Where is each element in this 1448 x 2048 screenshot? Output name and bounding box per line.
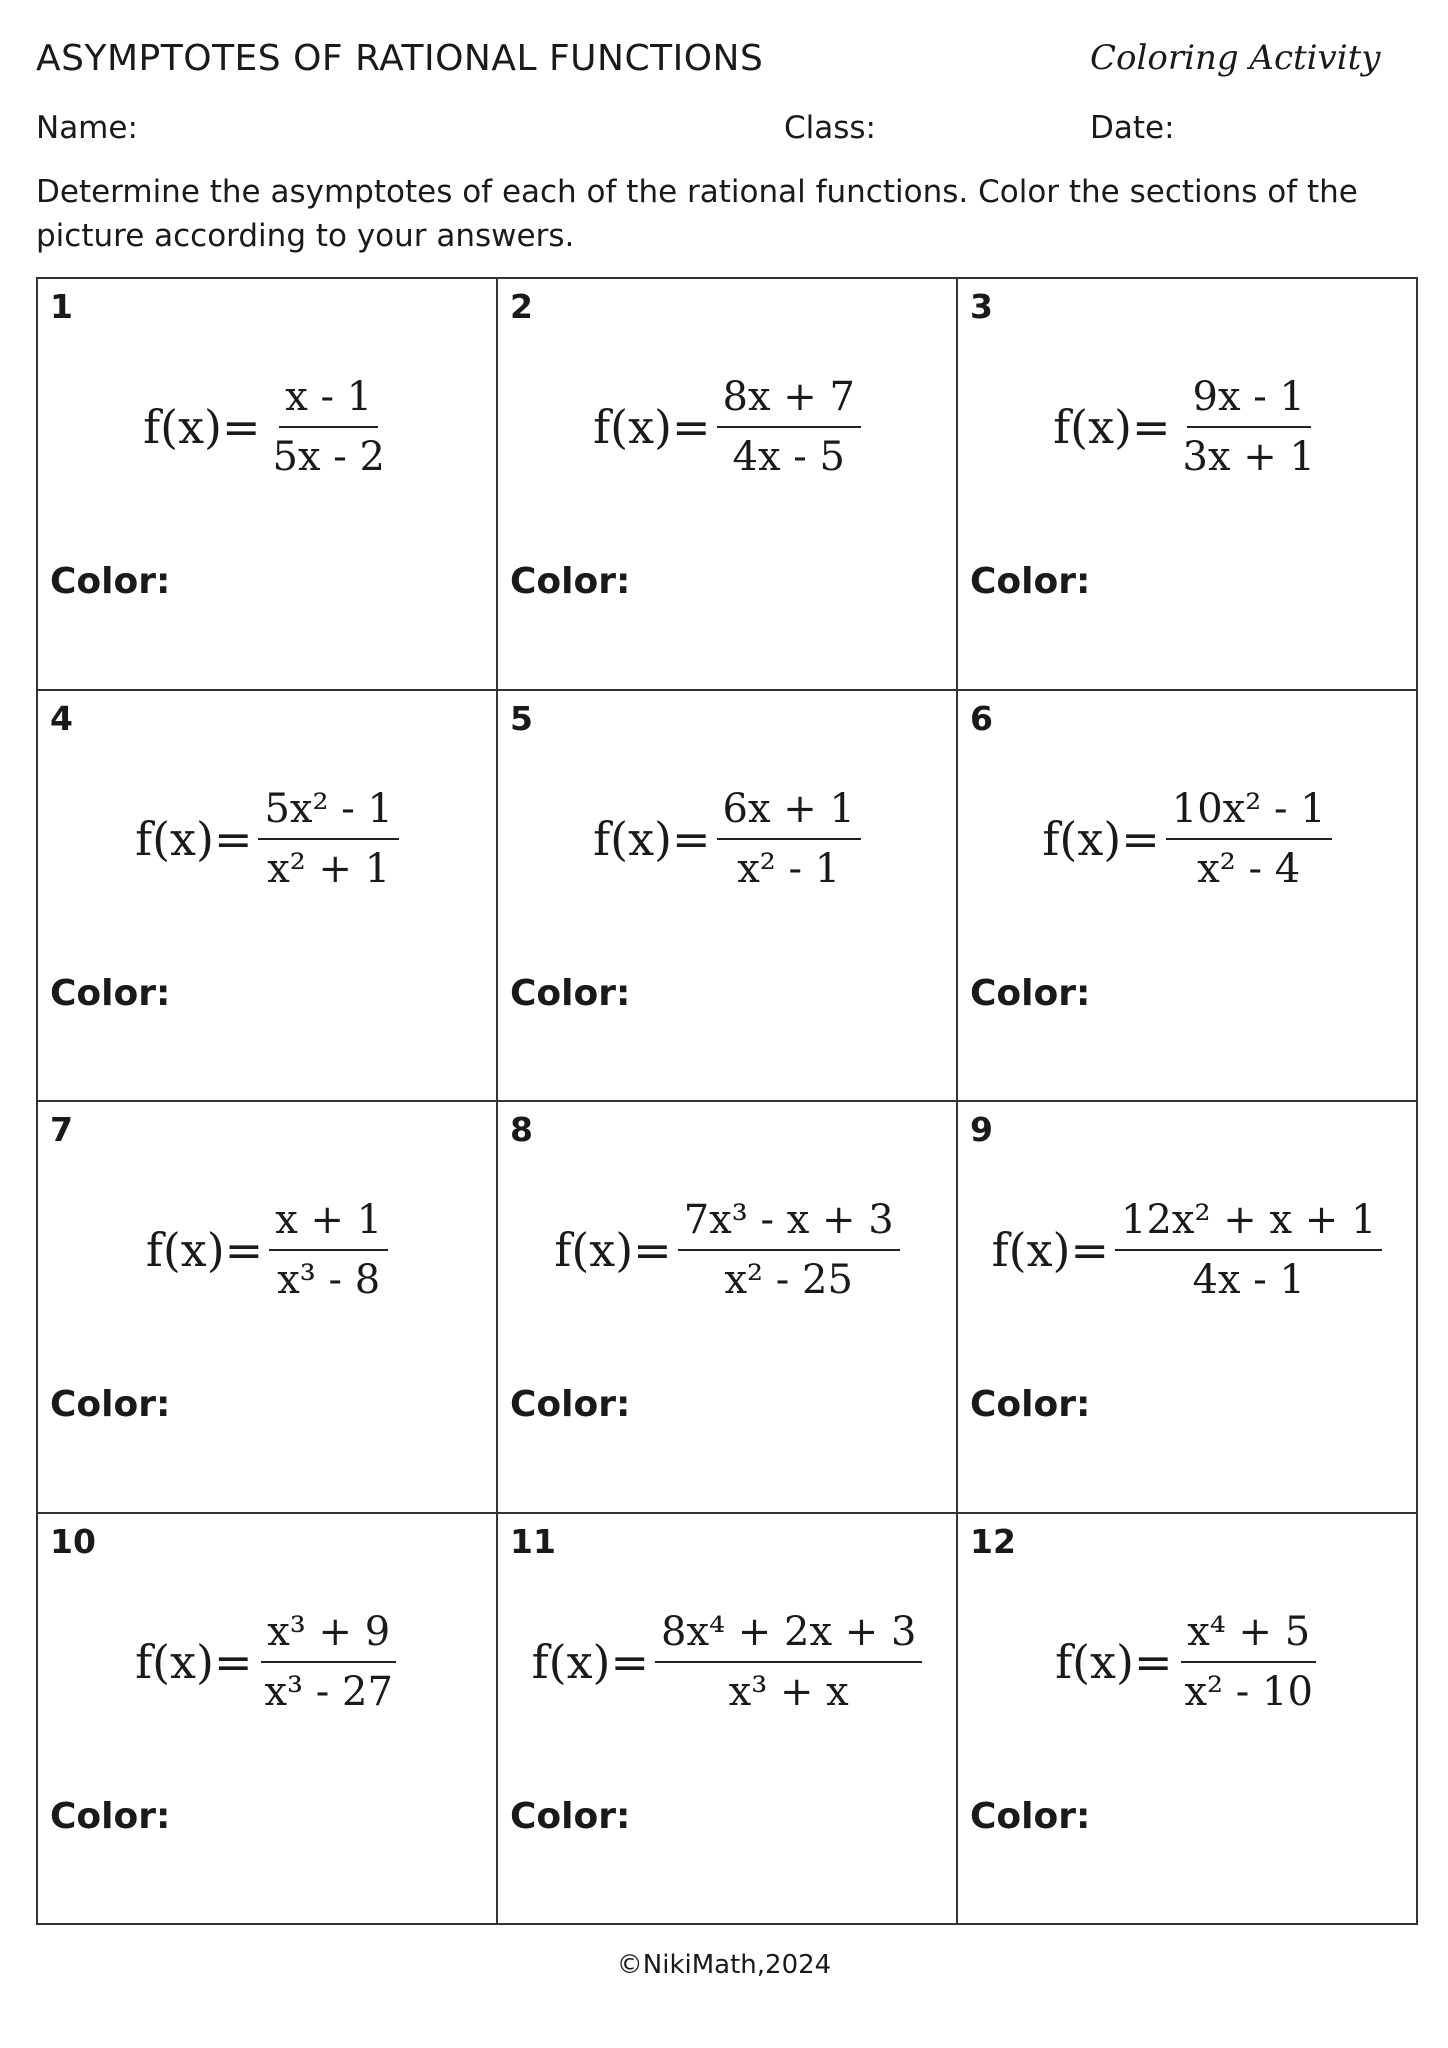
rational-function <box>958 1197 1416 1303</box>
color-answer-label: Color: <box>510 561 631 602</box>
rational-function <box>38 1609 496 1715</box>
fraction <box>717 786 861 892</box>
problem-cell <box>958 279 1418 691</box>
problem-cell <box>38 1514 498 1926</box>
fraction <box>1178 1609 1318 1715</box>
numerator: 8x + 7 <box>717 374 861 428</box>
rational-function <box>958 374 1416 480</box>
numerator: x + 1 <box>269 1197 388 1251</box>
problem-number: 1 <box>50 287 73 326</box>
denominator: 4x - 1 <box>1192 1257 1305 1303</box>
color-answer-label: Color: <box>50 561 171 602</box>
color-answer-label: Color: <box>970 972 1091 1014</box>
rational-function <box>498 786 956 892</box>
numerator: 6x + 1 <box>717 786 861 840</box>
color-answer-label: Color: <box>510 1384 631 1425</box>
function-lhs: f(x)= <box>135 811 253 866</box>
problem-cell <box>958 691 1418 1103</box>
color-answer-label: Color: <box>970 561 1091 602</box>
problem-number: 10 <box>50 1521 96 1561</box>
function-lhs: f(x)= <box>531 1634 649 1689</box>
fraction <box>1177 374 1321 480</box>
problem-number: 3 <box>970 287 993 326</box>
fraction <box>1166 786 1332 892</box>
problem-number: 11 <box>510 1521 556 1561</box>
numerator: 7x³ - x + 3 <box>678 1197 900 1251</box>
denominator: 3x + 1 <box>1182 434 1315 480</box>
activity-subtitle: Coloring Activity <box>1090 38 1381 78</box>
problem-cell <box>498 279 958 691</box>
numerator: 9x - 1 <box>1187 374 1311 428</box>
numerator: 5x² - 1 <box>258 786 398 840</box>
function-lhs: f(x)= <box>1053 400 1171 454</box>
denominator: x² - 25 <box>724 1257 853 1303</box>
problem-number: 4 <box>50 698 73 738</box>
rational-function <box>38 786 496 892</box>
function-lhs: f(x)= <box>554 1223 672 1277</box>
numerator: x³ + 9 <box>261 1609 396 1663</box>
fraction <box>267 374 391 480</box>
function-lhs: f(x)= <box>145 1223 264 1277</box>
problem-number: 8 <box>510 1110 533 1149</box>
problem-cell <box>498 1102 958 1514</box>
denominator: 4x - 5 <box>732 434 845 480</box>
problem-cell <box>38 691 498 1103</box>
color-answer-label: Color: <box>50 1384 171 1425</box>
fraction <box>678 1197 900 1303</box>
fraction <box>258 1609 398 1715</box>
problem-number: 2 <box>510 287 533 326</box>
rational-function <box>958 786 1416 892</box>
name-label: Name: <box>36 110 138 146</box>
numerator: 12x² + x + 1 <box>1115 1197 1382 1251</box>
function-lhs: f(x)= <box>593 811 711 866</box>
problem-grid <box>36 277 1418 1925</box>
fraction <box>717 374 861 480</box>
function-lhs: f(x)= <box>593 400 711 454</box>
problem-cell <box>498 691 958 1103</box>
function-lhs: f(x)= <box>1042 811 1160 866</box>
function-lhs: f(x)= <box>135 1634 253 1689</box>
numerator: 8x⁴ + 2x + 3 <box>655 1609 922 1663</box>
numerator: x - 1 <box>279 374 378 428</box>
denominator: x³ - 27 <box>264 1668 393 1715</box>
color-answer-label: Color: <box>510 972 631 1014</box>
color-answer-label: Color: <box>50 972 171 1014</box>
rational-function <box>498 374 956 480</box>
color-answer-label: Color: <box>50 1795 171 1837</box>
problem-cell <box>38 1102 498 1514</box>
copyright-footer: ©NikiMath,2024 <box>616 1950 832 1980</box>
fraction <box>1115 1197 1382 1303</box>
function-lhs: f(x)= <box>143 400 261 454</box>
problem-number: 7 <box>50 1110 73 1149</box>
rational-function <box>498 1197 956 1303</box>
denominator: x² + 1 <box>267 845 391 892</box>
function-lhs: f(x)= <box>991 1223 1109 1277</box>
class-label: Class: <box>784 110 877 146</box>
color-answer-label: Color: <box>510 1795 631 1837</box>
denominator: x² - 10 <box>1184 1668 1313 1715</box>
rational-function <box>498 1609 956 1715</box>
problem-number: 12 <box>970 1521 1016 1561</box>
problem-number: 5 <box>510 698 533 738</box>
date-label: Date: <box>1090 110 1175 146</box>
denominator: x² - 1 <box>737 845 841 892</box>
instructions: Determine the asymptotes of each of the rational functions. Color the sections of the picture according to your answers. <box>36 174 1358 254</box>
problem-cell <box>958 1102 1418 1514</box>
problem-number: 9 <box>970 1110 993 1149</box>
color-answer-label: Color: <box>970 1795 1091 1837</box>
denominator: x² - 4 <box>1197 845 1301 892</box>
problem-cell <box>38 279 498 691</box>
rational-function <box>958 1609 1416 1715</box>
rational-function <box>38 374 496 480</box>
page-title: ASYMPTOTES OF RATIONAL FUNCTIONS <box>36 38 764 79</box>
problem-cell <box>498 1514 958 1926</box>
denominator: x³ + x <box>728 1668 849 1715</box>
problem-cell <box>958 1514 1418 1926</box>
numerator: x⁴ + 5 <box>1181 1609 1316 1663</box>
denominator: 5x - 2 <box>272 434 385 480</box>
denominator: x³ - 8 <box>277 1257 381 1303</box>
fraction <box>258 786 398 892</box>
fraction <box>269 1197 388 1303</box>
function-lhs: f(x)= <box>1055 1634 1173 1689</box>
problem-number: 6 <box>970 698 993 738</box>
rational-function <box>38 1197 496 1303</box>
color-answer-label: Color: <box>970 1384 1091 1425</box>
numerator: 10x² - 1 <box>1166 786 1332 840</box>
fraction <box>655 1609 922 1715</box>
